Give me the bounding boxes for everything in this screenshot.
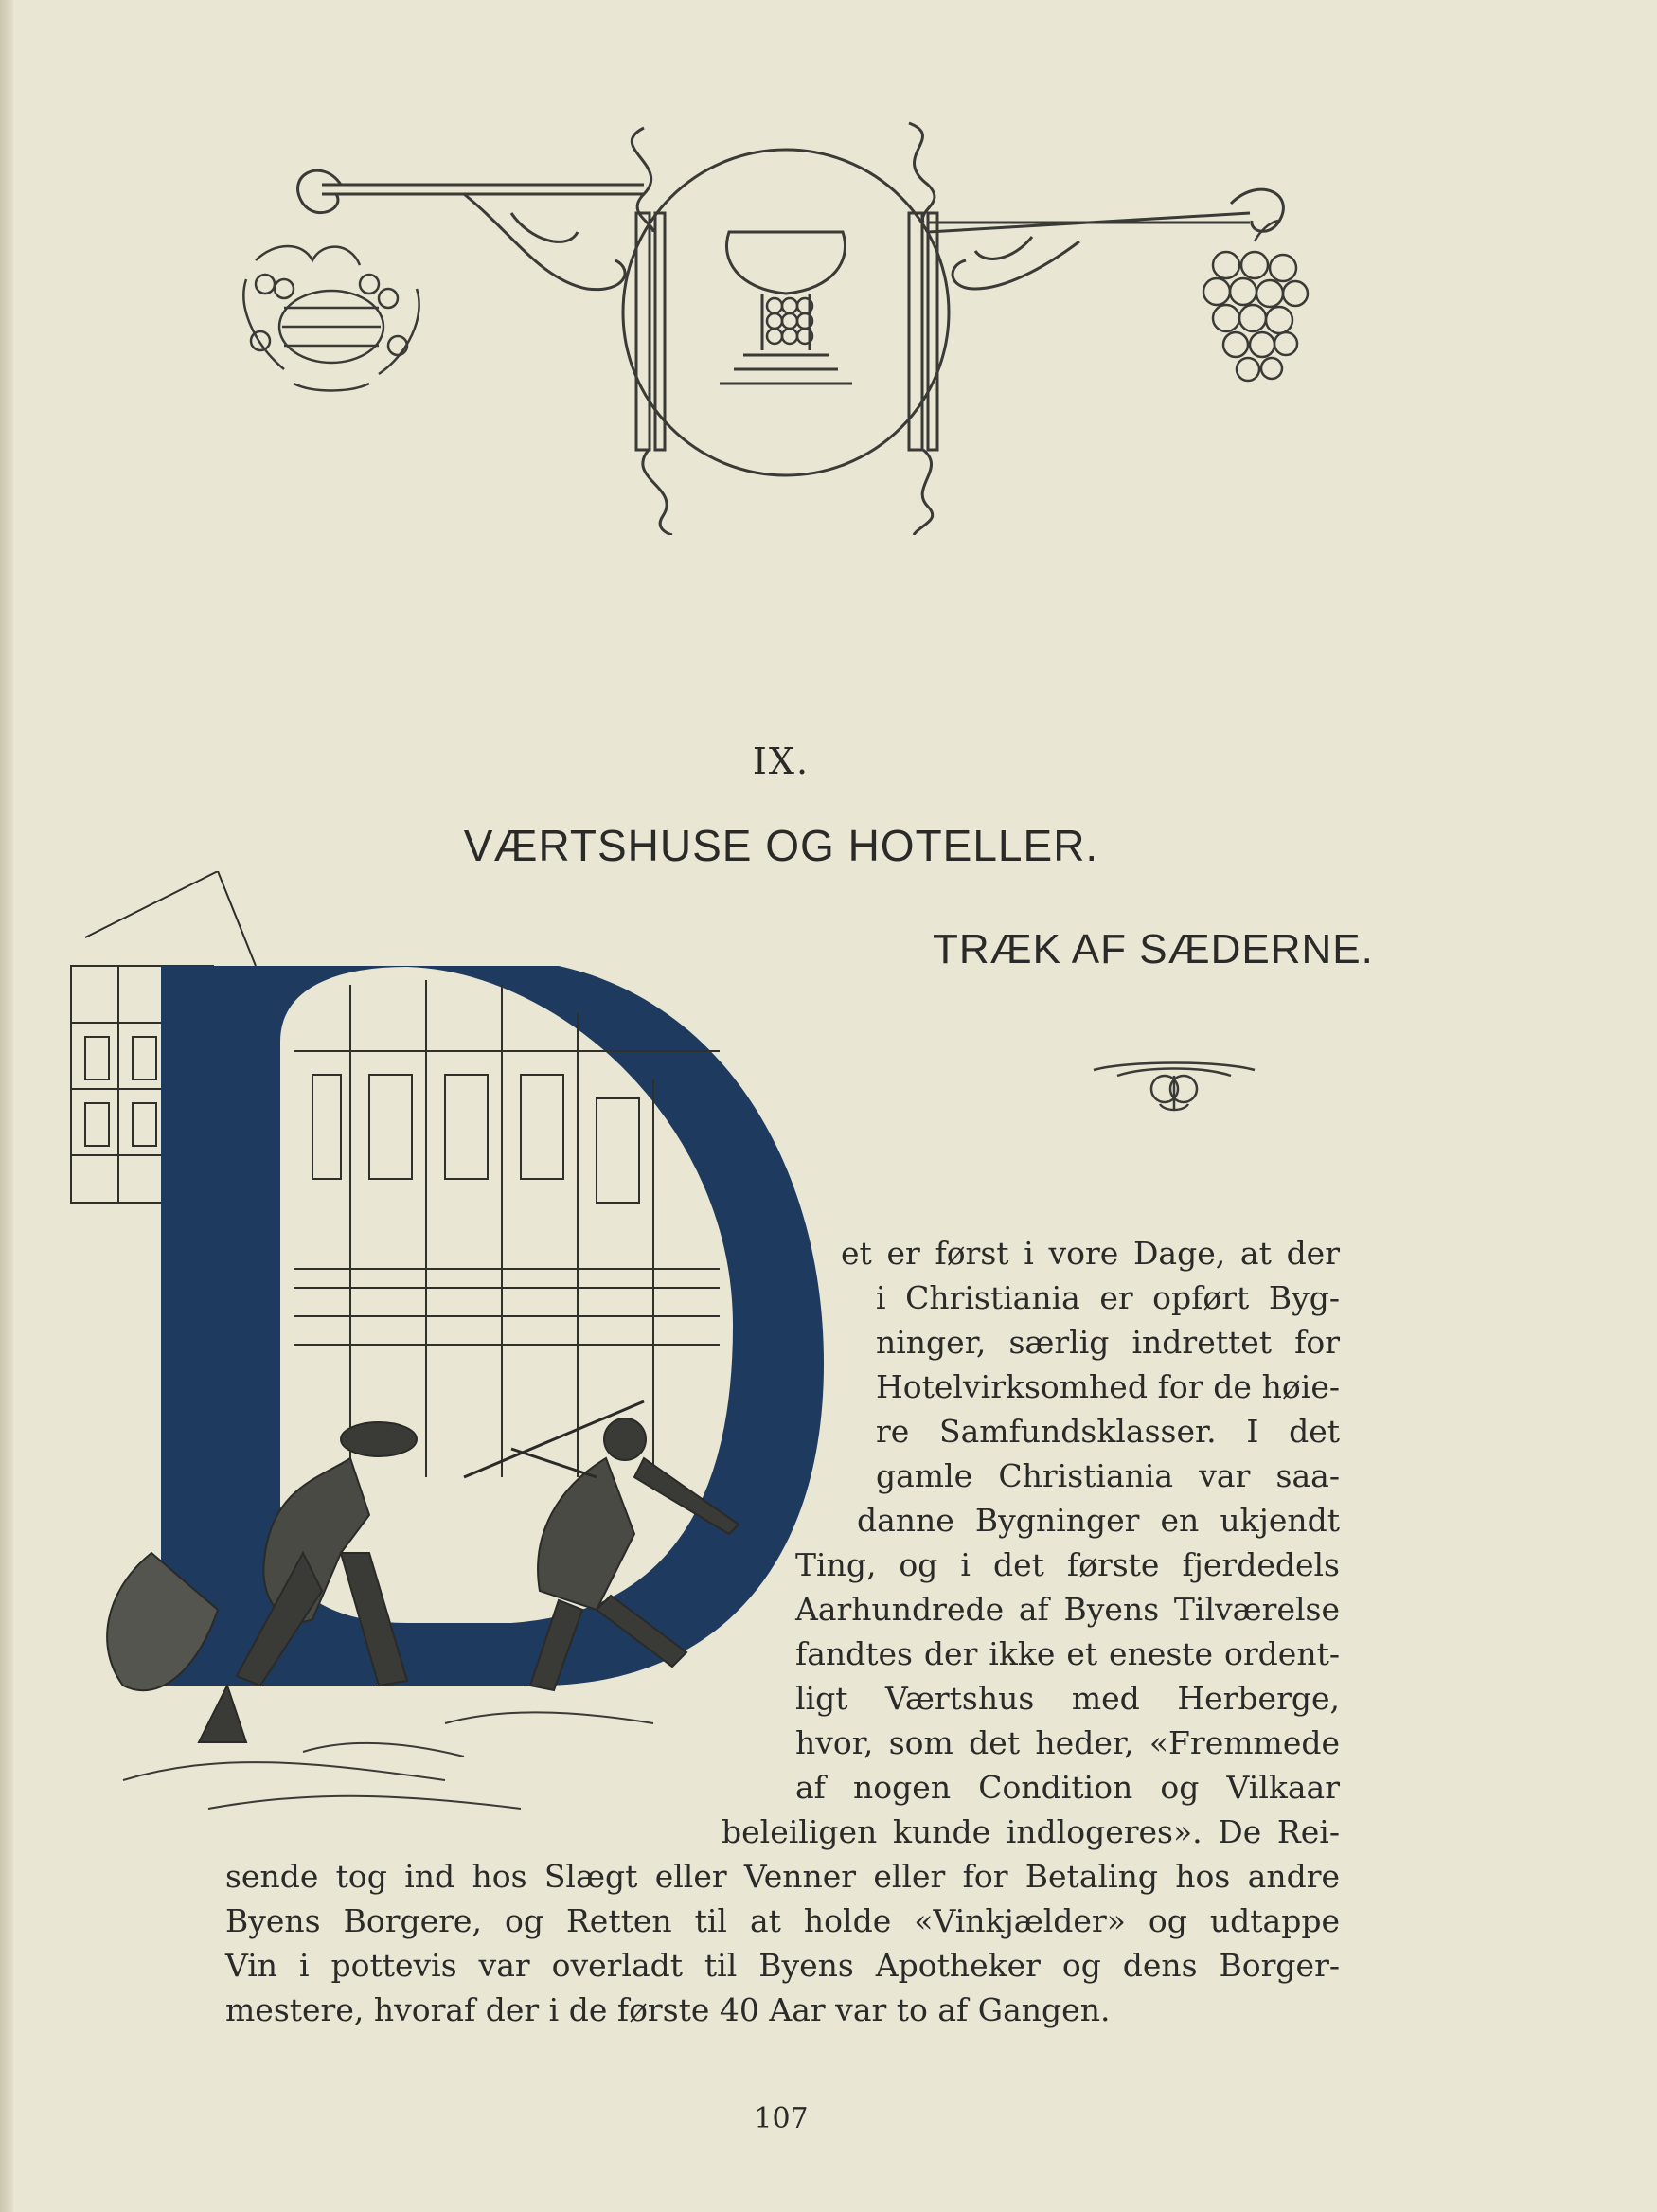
text-line: hvor, som det heder, «Fremmede xyxy=(795,1724,1340,1761)
chapter-number: IX. xyxy=(752,740,811,782)
text-line: Hotelvirksomhed for de høie- xyxy=(876,1368,1340,1405)
text-line: ninger, særlig indrettet for xyxy=(876,1324,1340,1361)
text-line: gamle Christiania var saa- xyxy=(876,1457,1340,1494)
section-title: TRÆK AF SÆDERNE. xyxy=(933,926,1374,972)
text-line: sende tog ind hos Slægt eller Venner eller for Betaling hos andre xyxy=(225,1858,1340,1895)
text-line: Byens Borgere, og Retten til at holde «Vinkjælder» og udtappe xyxy=(225,1902,1340,1939)
text-line: re Samfundsklasser. I det xyxy=(876,1413,1340,1450)
text-line: danne Bygninger en ukjendt xyxy=(857,1502,1340,1539)
scroll-ornament xyxy=(1089,1059,1259,1115)
text-line: mestere, hvoraf der i de første 40 Aar var to af Gangen. xyxy=(225,1991,1111,2028)
page-number: 107 xyxy=(754,2102,809,2135)
text-line: Aarhundrede af Byens Tilværelse xyxy=(795,1591,1340,1628)
text-line: af nogen Condition og Vilkaar xyxy=(795,1769,1340,1806)
text-line: Ting, og i det første fjerdedels xyxy=(795,1546,1340,1583)
chapter-title: VÆRTSHUSE OG HOTELLER. xyxy=(463,821,1099,870)
text-line: et er først i vore Dage, at der xyxy=(841,1235,1340,1272)
text-line: ligt Værtshus med Herberge, xyxy=(795,1680,1340,1717)
tavern-sign-headpiece xyxy=(227,99,1326,535)
text-line: Vin i pottevis var overladt til Byens Apotheker og dens Borger- xyxy=(225,1947,1340,1984)
text-line: i Christiania er opført Byg- xyxy=(876,1279,1340,1316)
illustrated-initial-d xyxy=(66,871,862,1856)
text-line: fandtes der ikke et eneste ordent- xyxy=(795,1635,1340,1672)
text-line: beleiligen kunde indlogeres». De Rei- xyxy=(722,1813,1340,1850)
page-edge xyxy=(0,0,13,2212)
